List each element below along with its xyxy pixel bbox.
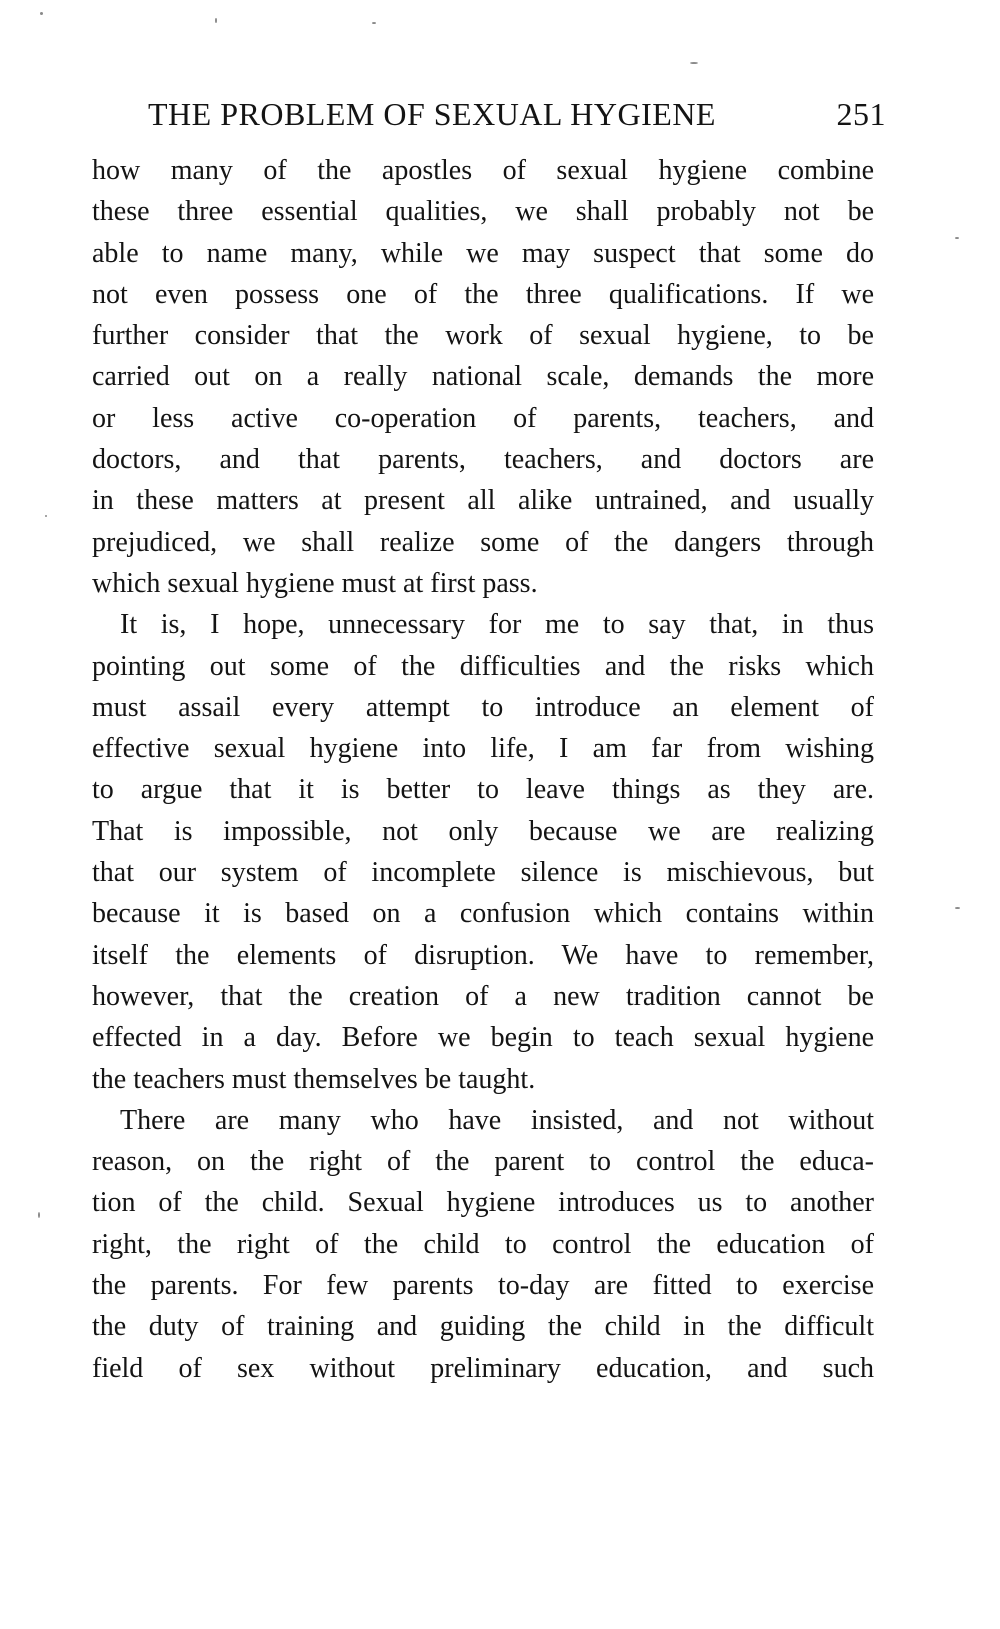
text-line: the duty of training and guiding the child in the difficult [92, 1311, 874, 1343]
scan-speck [955, 237, 959, 239]
scan-speck [38, 1212, 40, 1218]
text-line: effective sexual hygiene into life, I am far from wishing [92, 733, 874, 765]
text-line: doctors, and that parents, teachers, and doctors are [92, 444, 874, 476]
text-line: tion of the child. Sexual hygiene introduces us to another [92, 1187, 874, 1219]
body-text [92, 150, 874, 1389]
scan-speck [40, 12, 43, 15]
paragraph-2 [92, 604, 874, 1100]
text-line: field of sex without preliminary education, and such [92, 1352, 874, 1384]
text-line: It is, I hope, unnecessary for me to say that, in thus [120, 609, 874, 641]
text-line: further consider that the work of sexual hygiene, to be [92, 320, 874, 352]
scan-speck [215, 18, 217, 23]
text-line: effected in a day. Before we begin to teach sexual hygiene [92, 1022, 874, 1054]
text-line: the teachers must themselves be taught. [92, 1063, 536, 1095]
text-line: There are many who have insisted, and not without [120, 1104, 874, 1136]
text-line: able to name many, while we may suspect that some do [92, 237, 874, 269]
scan-speck [690, 62, 698, 64]
text-line: itself the elements of disruption. We have to remember, [92, 939, 874, 971]
text-line: the parents. For few parents to-day are fitted to exercise [92, 1270, 874, 1302]
paragraph-3 [92, 1100, 874, 1389]
text-line: or less active co-operation of parents, teachers, and [92, 402, 874, 434]
text-line: because it is based on a confusion which contains within [92, 898, 874, 930]
text-line: to argue that it is better to leave things as they are. [92, 774, 874, 806]
text-line: prejudiced, we shall realize some of the dangers through [92, 526, 874, 558]
text-line: must assail every attempt to introduce an element of [92, 691, 874, 723]
page-number: 251 [836, 96, 886, 132]
text-line: however, that the creation of a new tradition cannot be [92, 980, 874, 1012]
text-line: That is impossible, not only because we are realizing [92, 815, 874, 847]
paragraph-1 [92, 150, 874, 604]
running-title: THE PROBLEM OF SEXUAL HYGIENE [148, 96, 716, 132]
text-line: how many of the apostles of sexual hygiene combine [92, 155, 874, 186]
text-line: carried out on a really national scale, demands the more [92, 361, 874, 393]
text-line: in these matters at present all alike untrained, and usually [92, 485, 874, 517]
text-line: reason, on the right of the parent to control the educa- [92, 1146, 874, 1178]
text-line: these three essential qualities, we shall probably not be [92, 196, 874, 228]
text-line: that our system of incomplete silence is mischievous, but [92, 857, 874, 889]
running-header [126, 90, 886, 138]
text-line: right, the right of the child to control the education of [92, 1228, 874, 1260]
text-line: which sexual hygiene must at first pass. [92, 567, 538, 599]
text-line: not even possess one of the three qualifications. If we [92, 278, 874, 310]
scan-speck [45, 515, 47, 517]
scan-speck [372, 22, 376, 24]
text-line: pointing out some of the difficulties and the risks which [92, 650, 874, 682]
scan-speck [955, 907, 960, 909]
